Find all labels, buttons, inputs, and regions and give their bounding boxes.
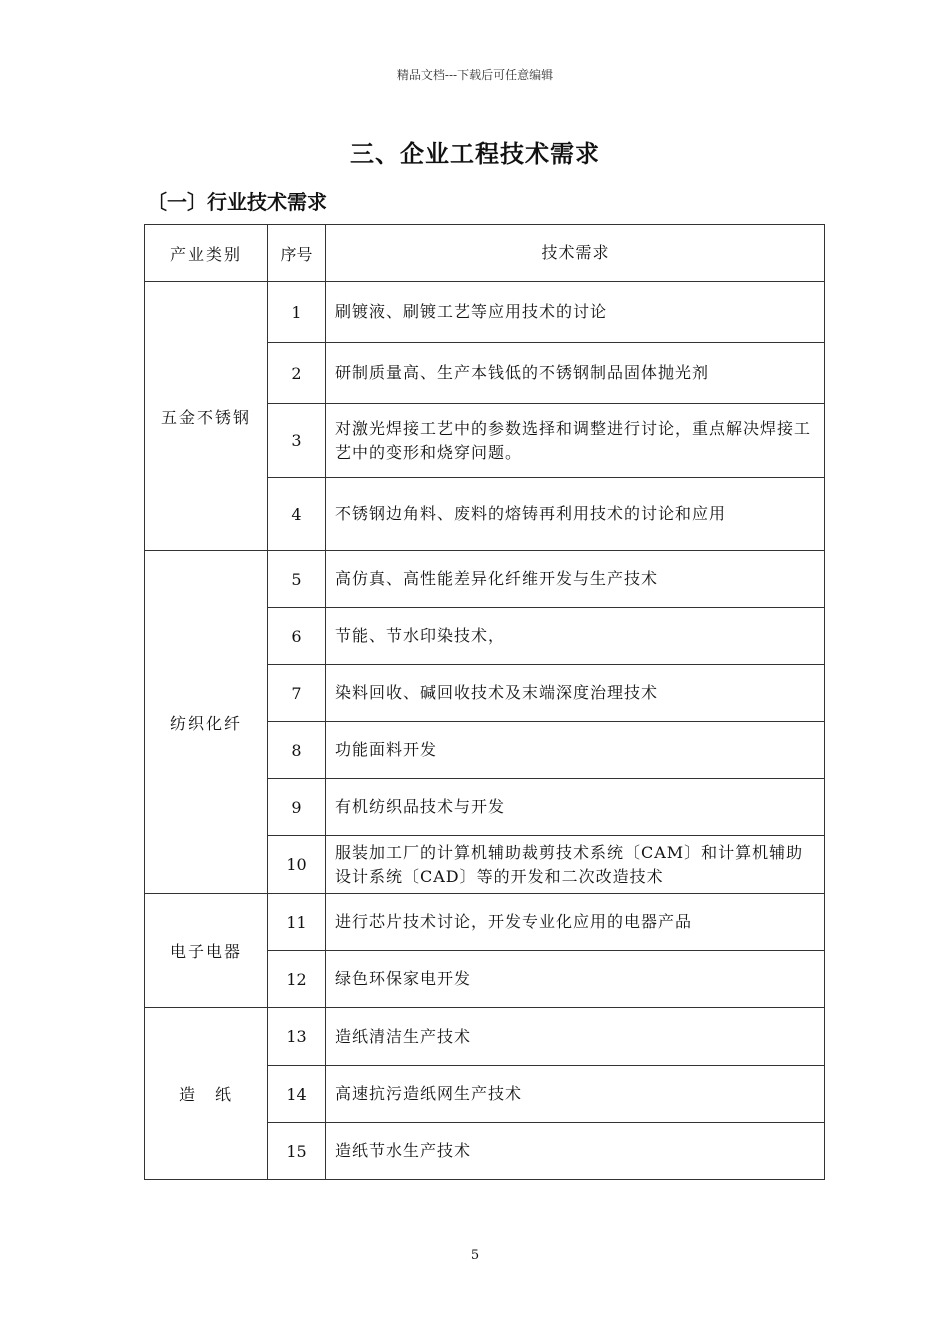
header-requirement: 技术需求: [326, 225, 825, 282]
row-number: 13: [268, 1008, 326, 1066]
tech-requirements-table: [144, 224, 825, 1180]
table-header-row: [145, 225, 825, 282]
page-header-note: 精品文档---下载后可任意编辑: [396, 68, 554, 82]
table-row: [145, 282, 825, 343]
header-category: 产业类别: [145, 225, 268, 282]
requirement-cell: 服装加工厂的计算机辅助裁剪技术系统〔CAM〕和计算机辅助设计系统〔CAD〕等的开发和二次改造技术: [326, 836, 825, 894]
requirement-cell: 高速抗污造纸网生产技术: [326, 1066, 825, 1123]
header-number: 序号: [268, 225, 326, 282]
section-title: 三、企业工程技术需求: [350, 140, 600, 168]
requirement-cell: 造纸清洁生产技术: [326, 1008, 825, 1066]
row-number: 8: [268, 722, 326, 779]
requirement-cell: 染料回收、碱回收技术及末端深度治理技术: [326, 665, 825, 722]
requirement-cell: 对激光焊接工艺中的参数选择和调整进行讨论，重点解决焊接工艺中的变形和烧穿问题。: [326, 404, 825, 478]
row-number: 14: [268, 1066, 326, 1123]
row-number: 6: [268, 608, 326, 665]
row-number: 7: [268, 665, 326, 722]
row-number: 10: [268, 836, 326, 894]
requirement-cell: 功能面料开发: [326, 722, 825, 779]
row-number: 2: [268, 343, 326, 404]
category-cell: 造 纸: [145, 1008, 268, 1180]
page-number: 5: [470, 1248, 480, 1263]
requirement-cell: 节能、节水印染技术，: [326, 608, 825, 665]
row-number: 11: [268, 894, 326, 951]
row-number: 1: [268, 282, 326, 343]
requirement-cell: 进行芯片技术讨论，开发专业化应用的电器产品: [326, 894, 825, 951]
row-number: 5: [268, 551, 326, 608]
table-row: [145, 1008, 825, 1066]
category-cell: 五金不锈钢: [145, 282, 268, 551]
subsection-title: 〔一〕行业技术需求: [147, 190, 327, 214]
requirement-cell: 造纸节水生产技术: [326, 1123, 825, 1180]
row-number: 3: [268, 404, 326, 478]
row-number: 4: [268, 478, 326, 551]
row-number: 15: [268, 1123, 326, 1180]
row-number: 12: [268, 951, 326, 1008]
table-row: [145, 551, 825, 608]
requirement-cell: 刷镀液、刷镀工艺等应用技术的讨论: [326, 282, 825, 343]
row-number: 9: [268, 779, 326, 836]
category-cell: 电子电器: [145, 894, 268, 1008]
table-row: [145, 894, 825, 951]
category-cell: 纺织化纤: [145, 551, 268, 894]
requirement-cell: 高仿真、高性能差异化纤维开发与生产技术: [326, 551, 825, 608]
requirement-cell: 研制质量高、生产本钱低的不锈钢制品固体抛光剂: [326, 343, 825, 404]
requirement-cell: 不锈钢边角料、废料的熔铸再利用技术的讨论和应用: [326, 478, 825, 551]
requirement-cell: 有机纺织品技术与开发: [326, 779, 825, 836]
requirement-cell: 绿色环保家电开发: [326, 951, 825, 1008]
